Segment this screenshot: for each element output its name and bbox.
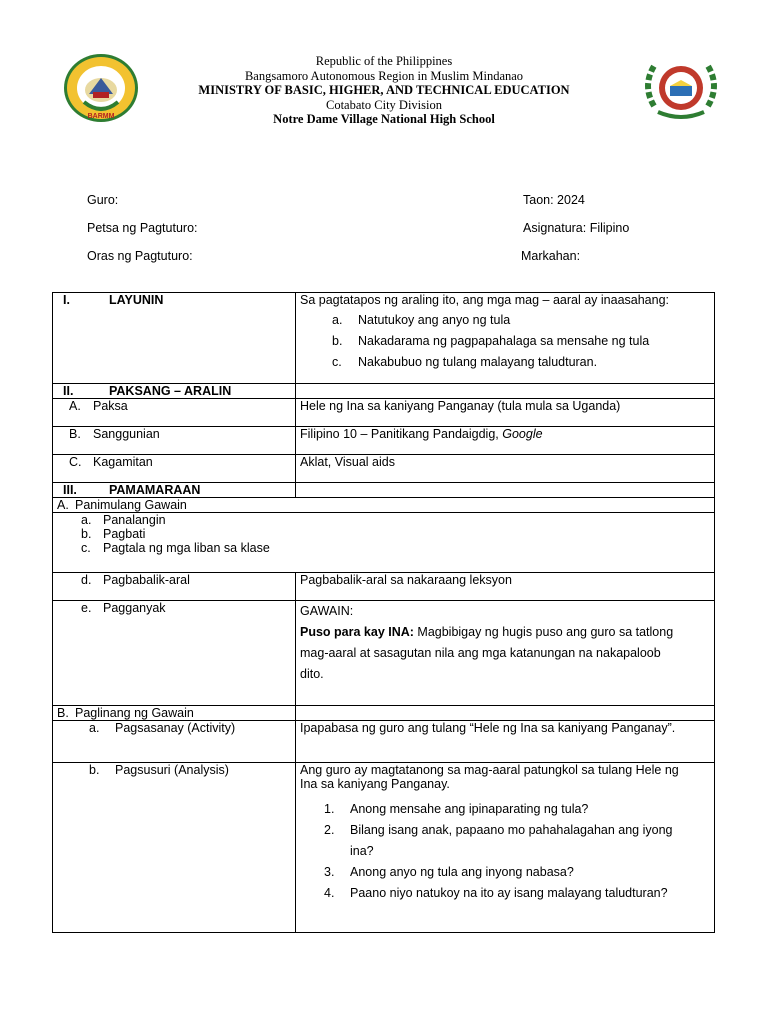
paglinang-heading: B. Paglinang ng Gawain [53, 706, 296, 721]
list-item: c. Nakabubuo ng tulang malayang taludturan. [332, 355, 598, 369]
sanggunian-label: B. Sanggunian [53, 427, 296, 455]
pagbabalik-aral-value: Pagbabalik-aral sa nakaraang leksyon [296, 573, 715, 601]
list-item: a. Panalangin [81, 513, 166, 527]
kagamitan-label: C. Kagamitan [53, 455, 296, 483]
header-school: Notre Dame Village National High School [273, 112, 495, 126]
panimulang-gawain-heading: A. Panimulang Gawain [53, 498, 715, 513]
pagsusuri-content: Ang guro ay magtatanong sa mag-aaral patungkol sa tulang Hele ng Ina sa kaniyang Panganay. 1. Anong mensahe ang ipinaparating ng tula? 2. Bilang isang anak, papaano mo pahahalagahan ang iyong ina? 3. Anong anyo ng tula ang inyong nabasa? 4. Paano niyo natukoy na ito ay isang malayang taludturan? [296, 763, 715, 933]
section-paksang-aralin: II. PAKSANG – ARALIN [53, 384, 296, 399]
section-pamamaraan: III. PAMAMARAAN [53, 483, 296, 498]
markahan-label: Markahan: [521, 249, 581, 263]
header-region: Bangsamoro Autonomous Region in Muslim Mindanao [244, 68, 524, 83]
table-row [53, 455, 715, 483]
list-item: 1. Anong mensahe ang ipinaparating ng tula? [324, 802, 589, 816]
list-item: a. Natutukoy ang anyo ng tula [332, 313, 511, 327]
lesson-plan-table [52, 292, 715, 933]
table-row [53, 293, 715, 384]
list-item: 3. Anong anyo ng tula ang inyong nabasa? [324, 865, 574, 879]
guro-label: Guro: [87, 193, 119, 207]
header-ministry: MINISTRY OF BASIC, HIGHER, AND TECHNICAL EDUCATION [198, 83, 570, 97]
table-row [53, 706, 715, 721]
pagsasanay-label: a. Pagsasanay (Activity) [53, 721, 296, 763]
document-header [0, 54, 768, 127]
gawain-label: GAWAIN: [300, 604, 354, 618]
header-division: Cotabato City Division [326, 97, 442, 112]
puso-para-kay-ina-text: Puso para kay INA: Magbibigay ng hugis puso ang guro sa tatlong [300, 625, 674, 639]
table-row [53, 483, 715, 498]
kagamitan-value: Aklat, Visual aids [296, 455, 715, 483]
paksa-label: A. Paksa [53, 399, 296, 427]
list-item: 2. Bilang isang anak, papaano mo pahahalagahan ang iyong [324, 823, 673, 837]
table-row [53, 399, 715, 427]
table-row [53, 573, 715, 601]
oras-label: Oras ng Pagtuturo: [87, 249, 193, 263]
layunin-content [296, 293, 715, 384]
pagganyak-label: e. Pagganyak [53, 601, 296, 706]
layunin-intro: Sa pagtatapos ng araling ito, ang mga mag – aaral ay inaasahang: [300, 293, 670, 307]
table-row [53, 384, 715, 399]
pagsasanay-value: Ipapabasa ng guro ang tulang “Hele ng Ina sa kaniyang Panganay”. [296, 721, 715, 763]
list-item: ina? [350, 844, 374, 858]
pagganyak-content: GAWAIN: Puso para kay INA: Magbibigay ng hugis puso ang guro sa tatlong mag-aaral at sasagutan nila ang mga katanungan na nakapaloob dito. [296, 601, 715, 706]
list-item: 4. Paano niyo natukoy na ito ay isang malayang taludturan? [324, 886, 668, 900]
table-row [53, 513, 715, 573]
list-item: c. Pagtala ng mga liban sa klase [81, 541, 270, 555]
table-row [53, 721, 715, 763]
table-row [53, 763, 715, 933]
taon-label: Taon: 2024 [523, 193, 585, 207]
asignatura-label: Asignatura: Filipino [523, 221, 630, 235]
section-layunin: I. LAYUNIN [53, 293, 296, 384]
list-item: b. Nakadarama ng pagpapahalaga sa mensahe ng tula [332, 334, 650, 348]
pagsusuri-label: b. Pagsusuri (Analysis) [53, 763, 296, 933]
pagbabalik-aral-label: d. Pagbabalik-aral [53, 573, 296, 601]
list-item: b. Pagbati [81, 527, 146, 541]
table-row [53, 427, 715, 455]
table-row [53, 498, 715, 513]
header-republic: Republic of the Philippines [315, 54, 453, 68]
paksa-value: Hele ng Ina sa kaniyang Panganay (tula mula sa Uganda) [296, 399, 715, 427]
petsa-label: Petsa ng Pagtuturo: [87, 221, 198, 235]
table-row [53, 601, 715, 706]
panimulang-gawain-items [53, 513, 715, 573]
sanggunian-value: Filipino 10 – Panitikang Pandaigdig, Google [296, 427, 715, 455]
svg-text:BARMM: BARMM [87, 113, 115, 120]
